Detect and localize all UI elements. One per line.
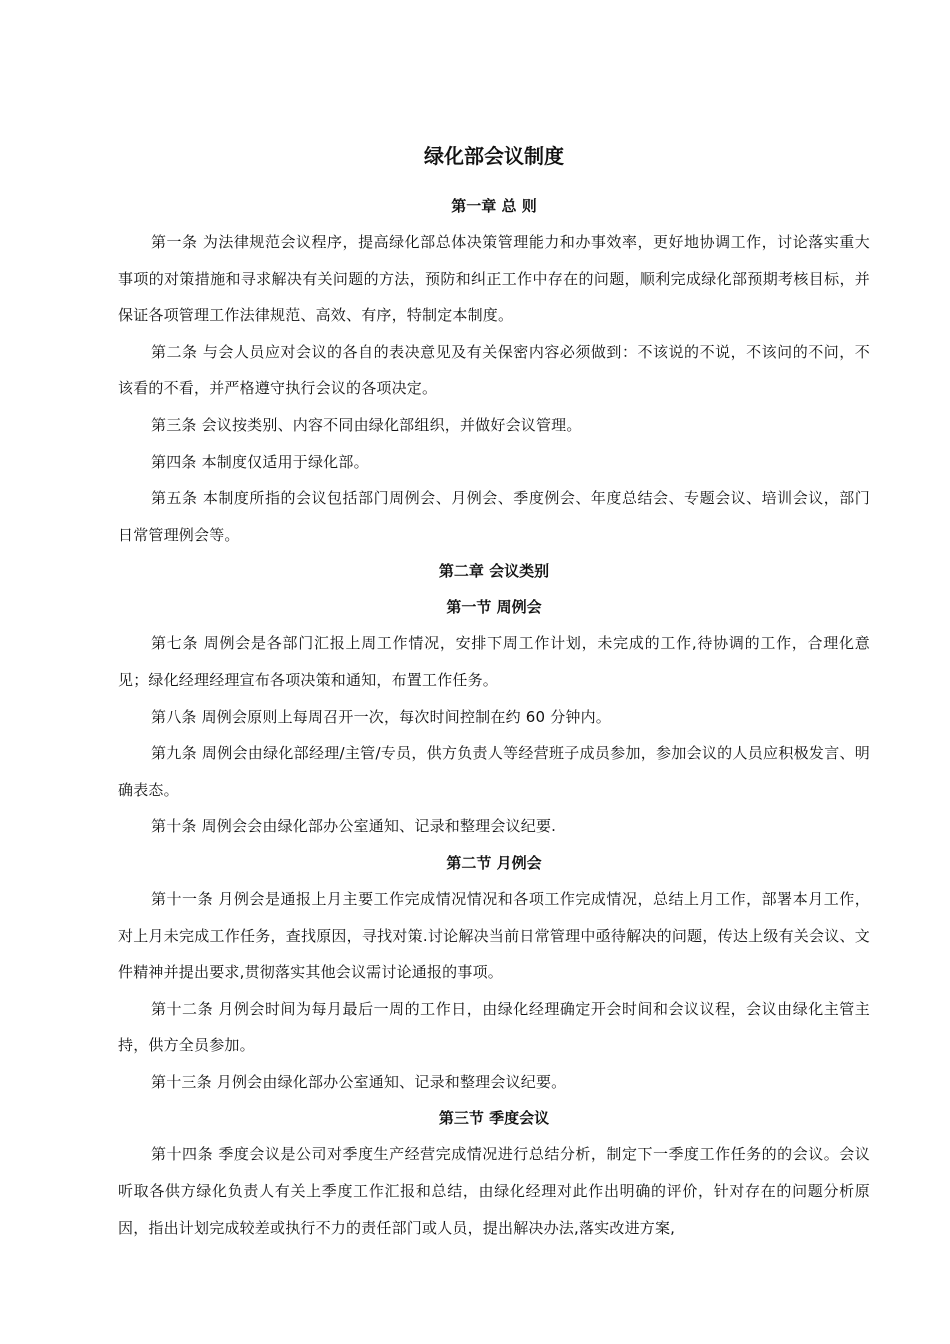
document-title: 绿化部会议制度 [424,144,564,168]
article-paragraph: 第四条 本制度仅适用于绿化部。 [151,452,369,471]
article-paragraph: 第八条 周例会原则上每周召开一次，每次时间控制在约 60 分钟内。 [151,707,611,726]
section-heading: 第二节 月例会 [446,853,542,872]
article-paragraph: 第九条 周例会由绿化部经理/主管/专员，供方负责人等经营班子成员参加，参加会议的人员应积极发言、明确表态。 [118,744,870,799]
article-paragraph: 第一条 为法律规范会议程序，提高绿化部总体决策管理能力和办事效率，更好地协调工作，讨论落实重大事项的对策措施和寻求解决有关问题的方法，预防和纠正工作中存在的问题，顺利完成绿化部预期考核目标，并保证各项管理工作法律规范、高效、有序，特制定本制度。 [118,233,870,325]
section-heading: 第三节 季度会议 [438,1109,550,1128]
article-paragraph: 第十二条 月例会时间为每月最后一周的工作日，由绿化经理确定开会时间和会议议程，会议由绿化主管主持，供方全员参加。 [118,999,870,1055]
section-heading: 第一节 周例会 [446,598,542,617]
article-paragraph: 第三条 会议按类别、内容不同由绿化部组织，并做好会议管理。 [151,415,582,434]
chapter-heading: 第二章 会议类别 [438,562,550,581]
article-paragraph: 第十条 周例会会由绿化部办公室通知、记录和整理会议纪要. [151,817,557,836]
chapter-heading: 第一章 总 则 [451,197,537,215]
article-paragraph: 第七条 周例会是各部门汇报上周工作情况，安排下周工作计划，未完成的工作,待协调的工作，合理化意见；绿化经理经理宣布各项决策和通知，布置工作任务。 [118,634,870,689]
article-paragraph: 第十三条 月例会由绿化部办公室通知、记录和整理会议纪要。 [151,1072,567,1091]
article-paragraph: 第二条 与会人员应对会议的各自的表决意见及有关保密内容必须做到：不该说的不说，不该问的不问，不该看的不看，并严格遵守执行会议的各项决定。 [118,342,870,398]
article-paragraph: 第五条 本制度所指的会议包括部门周例会、月例会、季度例会、年度总结会、专题会议、培训会议，部门日常管理例会等。 [118,489,870,544]
article-paragraph: 第十四条 季度会议是公司对季度生产经营完成情况进行总结分析，制定下一季度工作任务的的会议。会议听取各供方绿化负责人有关上季度工作汇报和总结，由绿化经理对此作出明确的评价，针对存在的问题分析原因，指出计划完成较差或执行不力的责任部门或人员，提出解决办法,落实改进方案, [118,1145,870,1237]
article-paragraph: 第十一条 月例会是通报上月主要工作完成情况情况和各项工作完成情况，总结上月工作，部署本月工作，对上月未完成工作任务，查找原因，寻找对策.讨论解决当前日常管理中亟待解决的问题，传达上级有关会议、文件精神并提出要求,贯彻落实其他会议需讨论通报的事项。 [118,889,870,982]
document-page [118,138,870,1246]
